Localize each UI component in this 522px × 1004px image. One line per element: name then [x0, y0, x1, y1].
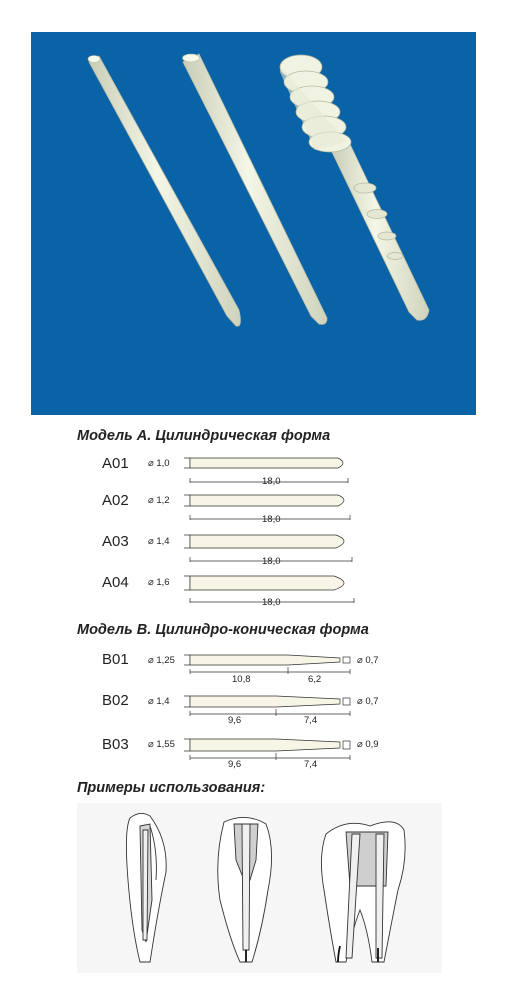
cone-length-label: 6,2	[308, 674, 322, 685]
diameter-label: ⌀ 1,2	[148, 495, 170, 506]
diameter-label: ⌀ 1,0	[148, 458, 170, 469]
model-code: B03	[102, 736, 129, 753]
tip-diameter-label: ⌀ 0,7	[357, 655, 379, 666]
incisor-example	[126, 813, 166, 962]
diameter-label: ⌀ 1,25	[148, 655, 175, 666]
model-b-heading: Модель В. Цилиндро-коническая форма	[77, 622, 369, 638]
model-code: A04	[102, 574, 129, 591]
cylinder-length-label: 9,6	[228, 715, 242, 726]
cylinder-length-label: 9,6	[228, 759, 242, 770]
diameter-label: ⌀ 1,55	[148, 739, 175, 750]
model-code: A01	[102, 455, 129, 472]
model-code: B02	[102, 692, 129, 709]
length-label: 18,0	[262, 556, 281, 567]
cylinder-length-label: 10,8	[232, 674, 251, 685]
diameter-label: ⌀ 1,4	[148, 536, 170, 547]
cone-length-label: 7,4	[304, 715, 318, 726]
model-a-heading: Модель А. Цилиндрическая форма	[77, 428, 331, 444]
diameter-label: ⌀ 1,4	[148, 696, 170, 707]
tip-diameter-label: ⌀ 0,7	[357, 696, 379, 707]
model-code: A02	[102, 492, 129, 509]
length-label: 18,0	[262, 476, 281, 487]
diameter-label: ⌀ 1,6	[148, 577, 170, 588]
examples-heading: Примеры использования:	[77, 780, 266, 796]
premolar-example	[218, 817, 272, 962]
molar-example	[321, 822, 405, 962]
model-code: A03	[102, 533, 129, 550]
length-label: 18,0	[262, 597, 281, 608]
model-code: B01	[102, 651, 129, 668]
tip-diameter-label: ⌀ 0,9	[357, 739, 379, 750]
cone-length-label: 7,4	[304, 759, 318, 770]
length-label: 18,0	[262, 514, 281, 525]
